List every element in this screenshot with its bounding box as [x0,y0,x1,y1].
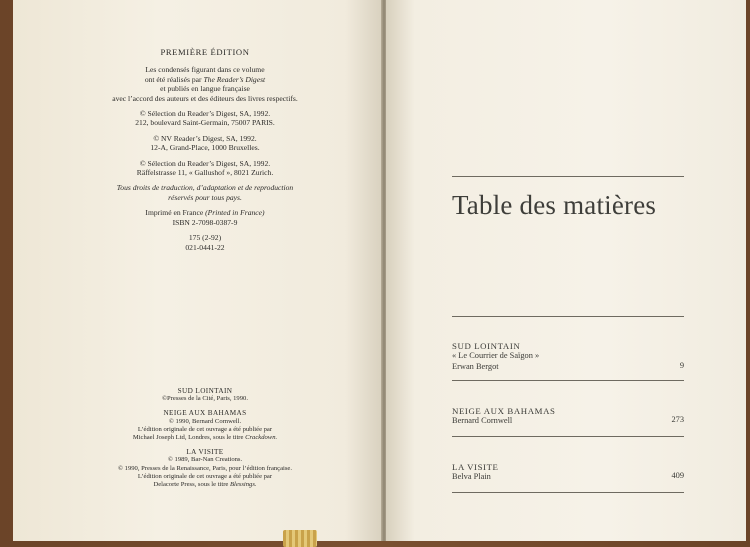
toc-entry[interactable] [452,462,684,483]
divider [452,316,684,317]
credit-neige-aux-bahamas: NEIGE AUX BAHAMAS © 1990, Bernard Cornwell. L’édition originale de cet ouvrage a été publiée par Michael Joseph Ltd, Londres, sous le titre Crackdown. [132,409,278,442]
credit-la-visite: LA VISITE © 1989, Bar-Nan Creations. © 1990, Presses de la Renaissance, Paris, pour l’édition française. L’édition originale de cet ouvrage a été publiée par Delacorte Press, sous le titre Blessings. [117,448,293,489]
copyright-paris: © Sélection du Reader’s Digest, SA, 1992. 212, boulevard Saint-Germain, 75007 PARIS. [135,109,275,128]
table-of-contents [452,0,684,541]
entry-author: Belva Plain [452,472,491,482]
entry-subtitle: « Le Courrier de Saïgon » [452,351,540,361]
printing-info: Imprimé en France (Printed in France) ISBN 2-7098-0387-9 [70,208,340,227]
credit-sud-lointain: SUD LOINTAIN ©Presses de la Cité, Paris, 1990. [162,387,248,403]
copyright-notice [70,48,340,258]
entry-page-number: 9 [679,361,684,370]
condensation-notice: Les condensés figurant dans ce volume ont été réalisés par The Reader’s Digest et publiés en langue française avec l’accord des auteurs et des éditeurs des livres respectifs. [112,65,298,103]
entry-page-number: 273 [671,415,684,424]
entry-author: Bernard Cornwell [452,416,513,426]
edition-label: PREMIÈRE ÉDITION [160,47,250,57]
isbn: ISBN 2-7098-0387-9 [172,217,238,227]
copyright-brussels: © NV Reader’s Digest, SA, 1992. 12-A, Grand-Place, 1000 Bruxelles. [150,133,260,153]
bookmark-ribbon [283,530,317,547]
divider [452,176,684,177]
entry-title: SUD LOINTAIN [452,341,521,351]
entry-page-number: 409 [671,471,684,480]
toc-entry[interactable] [452,341,684,372]
entry-title: LA VISITE [452,462,499,472]
copyright-zurich: © Sélection du Reader’s Digest, SA, 1992. Räffelstrasse 11, « Gallushof », 8021 Zurich. [136,158,274,178]
print-codes: 175 (2-92) 021-0441-22 [185,233,225,252]
rights-notice: Tous droits de traduction, d’adaptation et de reproduction réservés pour tous pays. [116,183,294,202]
entry-author: Erwan Bergot [452,361,499,371]
divider [452,492,684,493]
divider [452,436,684,437]
toc-entry[interactable] [452,406,684,427]
page-title: Table des matières [452,190,657,220]
entry-title: NEIGE AUX BAHAMAS [452,406,556,416]
source-credits [70,387,340,495]
divider [452,380,684,381]
